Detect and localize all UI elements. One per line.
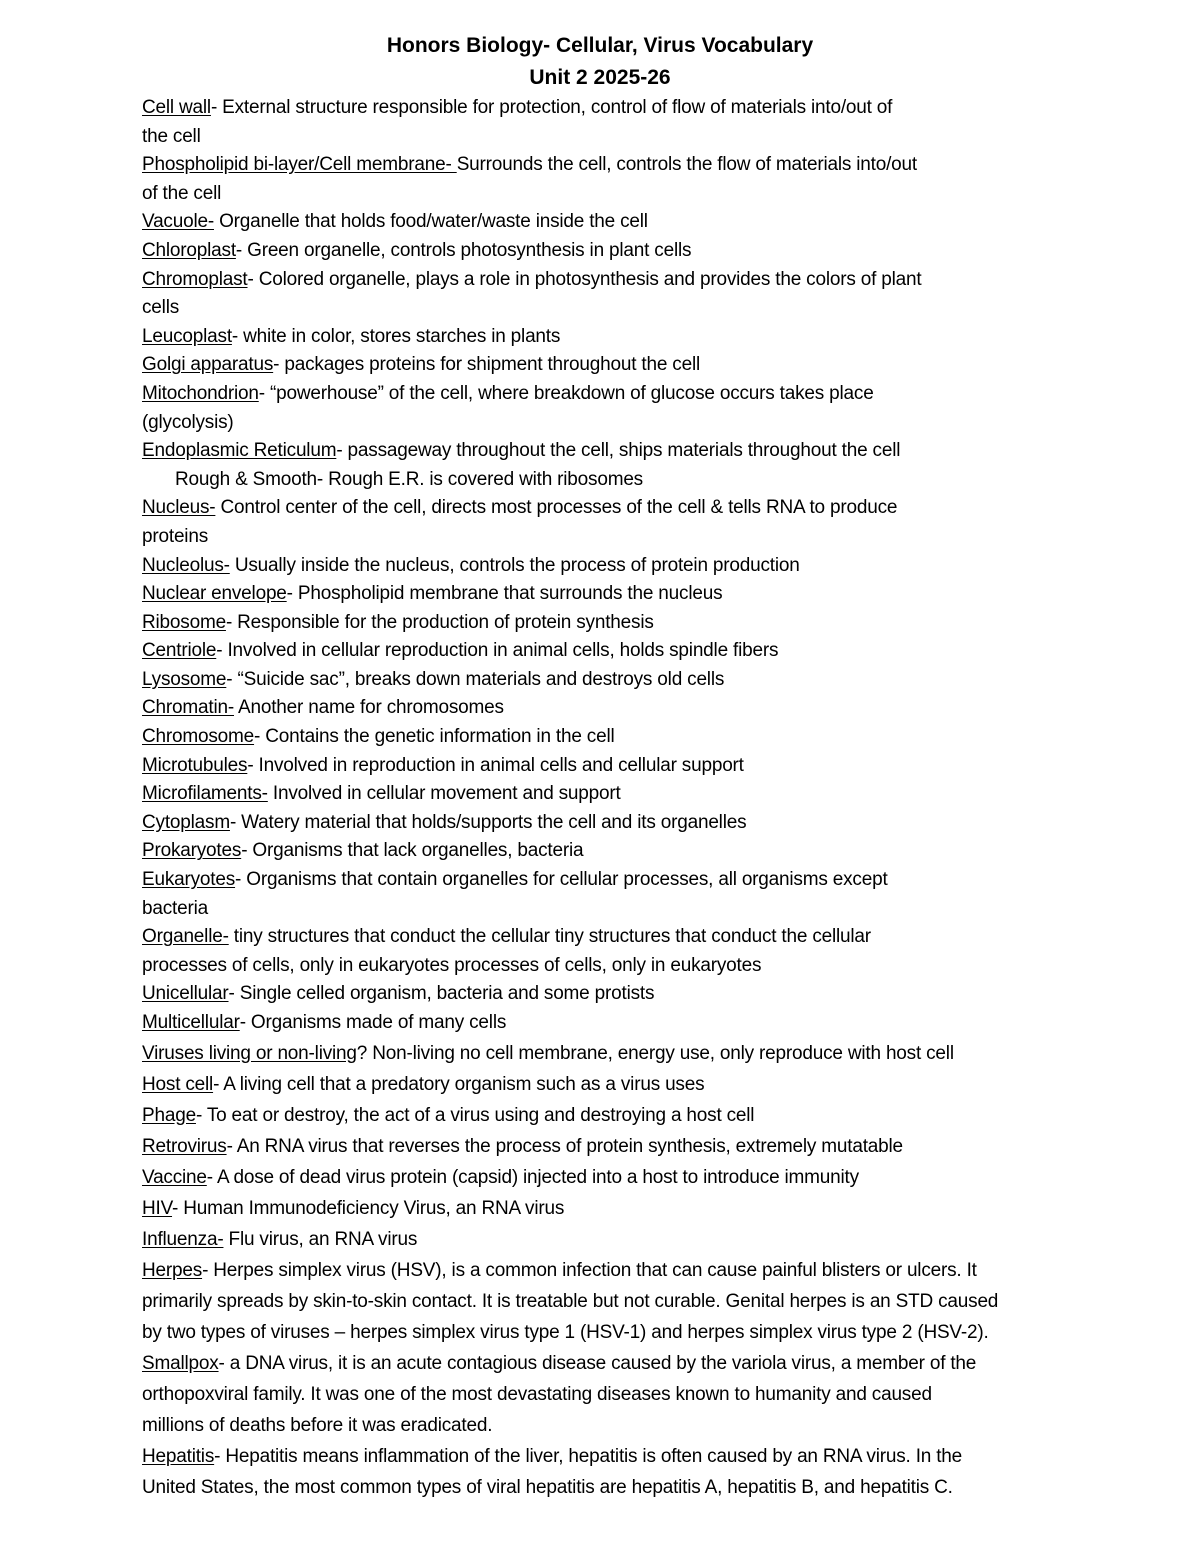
vocab-entry bbox=[142, 94, 1142, 151]
vocab-term: Nuclear envelope bbox=[142, 583, 287, 605]
vocab-entry bbox=[142, 237, 1142, 266]
vocab-entry bbox=[142, 580, 1142, 609]
vocab-entry bbox=[142, 1348, 1142, 1441]
vocab-definition-cont: cells bbox=[142, 297, 180, 319]
vocab-entry bbox=[142, 151, 1142, 208]
vocab-definition: - External structure responsible for protection, control of flow of materials into/out of bbox=[210, 97, 893, 118]
vocab-entry bbox=[142, 837, 1142, 866]
vocab-term: Unicellular bbox=[142, 983, 229, 1005]
vocab-definition: Involved in cellular movement and support bbox=[267, 783, 621, 805]
vocab-definition: tiny structures that conduct the cellular tiny structures that conduct the cellular bbox=[228, 926, 871, 948]
vocab-term: Hepatitis bbox=[142, 1445, 215, 1467]
vocab-entry bbox=[142, 866, 1142, 923]
vocab-definition-cont: (glycolysis) bbox=[142, 411, 234, 433]
vocab-entry bbox=[142, 980, 1142, 1009]
vocab-term: Mitochondrion bbox=[142, 382, 259, 404]
vocab-term: Influenza- bbox=[142, 1228, 224, 1250]
vocab-term: Smallpox bbox=[142, 1352, 219, 1374]
vocab-term: HIV bbox=[142, 1197, 173, 1219]
vocab-definition-cont: orthopoxviral family. It was one of the most devastating diseases known to humanity and caused bbox=[142, 1383, 932, 1405]
vocab-term: Microtubules bbox=[142, 754, 248, 776]
vocab-term: Golgi apparatus bbox=[142, 354, 274, 376]
vocab-entry bbox=[142, 1255, 1142, 1348]
vocab-entry bbox=[142, 1162, 1142, 1193]
vocab-entry bbox=[142, 1224, 1142, 1255]
vocab-entry bbox=[142, 1441, 1142, 1503]
vocab-definition: - A living cell that a predatory organism such as a virus uses bbox=[213, 1073, 705, 1095]
vocab-term: Host cell bbox=[142, 1073, 214, 1095]
vocab-definition: - Involved in cellular reproduction in animal cells, holds spindle fibers bbox=[216, 640, 779, 662]
vocab-subnote: Rough & Smooth- Rough E.R. is covered with ribosomes bbox=[175, 468, 643, 490]
vocab-entry bbox=[142, 752, 1142, 781]
vocab-entry bbox=[142, 351, 1142, 380]
vocab-definition: - “Suicide sac”, breaks down materials and destroys old cells bbox=[226, 668, 725, 690]
vocab-definition-cont: of the cell bbox=[142, 182, 222, 204]
vocab-term: Herpes bbox=[142, 1259, 203, 1281]
vocab-entry bbox=[142, 1131, 1142, 1162]
vocab-term: Chromosome bbox=[142, 726, 255, 748]
vocab-term: Chromoplast bbox=[142, 268, 248, 290]
vocab-definition: - To eat or destroy, the act of a virus using and destroying a host cell bbox=[195, 1104, 755, 1126]
vocab-definition: - white in color, stores starches in plants bbox=[231, 325, 561, 347]
vocab-term: Ribosome bbox=[142, 611, 226, 633]
vocab-definition: - Organisms that lack organelles, bacteria bbox=[241, 840, 584, 862]
vocab-term: Nucleus- bbox=[142, 497, 216, 519]
vocab-entry bbox=[142, 637, 1142, 666]
vocab-term: Prokaryotes bbox=[142, 840, 242, 862]
vocab-definition: - packages proteins for shipment throughout the cell bbox=[273, 354, 701, 376]
vocab-definition: ? Non-living no cell membrane, energy use, only reproduce with host cell bbox=[356, 1042, 954, 1064]
vocab-definition: - Involved in reproduction in animal cells and cellular support bbox=[247, 754, 744, 776]
vocab-definition-cont: United States, the most common types of viral hepatitis are hepatitis A, hepatitis B, and hepatitis C. bbox=[142, 1476, 953, 1498]
vocab-term: Microfilaments- bbox=[142, 783, 268, 805]
vocab-term: Vacuole- bbox=[142, 211, 214, 233]
vocab-definition-cont: millions of deaths before it was eradicated. bbox=[142, 1414, 493, 1436]
vocab-entry bbox=[142, 694, 1142, 723]
vocab-entry bbox=[142, 723, 1142, 752]
vocab-entry bbox=[142, 609, 1142, 638]
vocab-term: Eukaryotes bbox=[142, 869, 236, 891]
vocab-term: Organelle- bbox=[142, 926, 229, 948]
vocab-definition-cont: primarily spreads by skin-to-skin contact. It is treatable but not curable. Genital herpes is an STD caused bbox=[142, 1290, 999, 1312]
vocab-entry bbox=[142, 1009, 1142, 1038]
vocab-term: Multicellular bbox=[142, 1012, 240, 1033]
vocab-definition-cont: the cell bbox=[142, 125, 201, 147]
vocab-entry bbox=[142, 1038, 1142, 1069]
vocab-definition: - “powerhouse” of the cell, where breakdown of glucose occurs takes place bbox=[258, 382, 874, 404]
vocab-term: Lysosome bbox=[142, 668, 227, 690]
vocab-definition: Flu virus, an RNA virus bbox=[223, 1228, 418, 1250]
vocab-entry bbox=[142, 1193, 1142, 1224]
vocab-entry bbox=[142, 380, 1142, 437]
vocab-term: Vaccine bbox=[142, 1166, 207, 1188]
vocab-definition: - An RNA virus that reverses the process of protein synthesis, extremely mutatable bbox=[226, 1135, 903, 1157]
vocab-definition-cont: bacteria bbox=[142, 897, 208, 919]
vocab-entry bbox=[142, 666, 1142, 695]
vocab-definition-cont: proteins bbox=[142, 525, 208, 547]
vocab-entry bbox=[142, 323, 1142, 352]
vocab-entry bbox=[142, 494, 1142, 551]
vocab-entry bbox=[142, 809, 1142, 838]
vocab-entry bbox=[142, 208, 1142, 237]
vocab-term: Phage bbox=[142, 1104, 196, 1126]
vocab-definition: - a DNA virus, it is an acute contagious disease caused by the variola virus, a member of the bbox=[218, 1352, 977, 1374]
vocab-definition: - Phospholipid membrane that surrounds the nucleus bbox=[286, 583, 723, 605]
vocab-term: Viruses living or non-living bbox=[142, 1042, 357, 1064]
vocab-term: Endoplasmic Reticulum bbox=[142, 440, 337, 462]
vocab-definition: Organelle that holds food/water/waste inside the cell bbox=[213, 211, 648, 233]
vocab-entry bbox=[142, 1100, 1142, 1131]
vocab-definition-cont: by two types of viruses – herpes simplex virus type 1 (HSV-1) and herpes simplex virus type 2 (HSV-2). bbox=[142, 1321, 989, 1343]
vocab-term: Chloroplast bbox=[142, 239, 236, 261]
vocab-definition: Another name for chromosomes bbox=[233, 697, 504, 719]
vocab-definition: - Herpes simplex virus (HSV), is a common infection that can cause painful blisters or ulcers. It bbox=[202, 1259, 977, 1281]
vocab-definition: Usually inside the nucleus, controls the process of protein production bbox=[229, 554, 800, 576]
vocab-term: Centriole bbox=[142, 640, 217, 662]
vocab-definition: - Colored organelle, plays a role in photosynthesis and provides the colors of plant bbox=[247, 268, 922, 290]
vocab-entry bbox=[142, 266, 1142, 323]
vocab-term: Leucoplast bbox=[142, 325, 232, 347]
vocab-term: Cytoplasm bbox=[142, 811, 230, 833]
vocab-definition: - Watery material that holds/supports the cell and its organelles bbox=[229, 811, 747, 833]
page-subtitle: Unit 2 2025-26 bbox=[529, 66, 671, 89]
vocab-entry bbox=[142, 923, 1142, 980]
vocab-definition: - A dose of dead virus protein (capsid) injected into a host to introduce immunity bbox=[206, 1166, 859, 1188]
vocab-entry bbox=[142, 437, 1142, 494]
vocab-term: Nucleolus- bbox=[142, 554, 230, 576]
vocab-entry bbox=[142, 1069, 1142, 1100]
vocab-definition: - passageway throughout the cell, ships materials throughout the cell bbox=[336, 440, 901, 462]
page-title: Honors Biology- Cellular, Virus Vocabulary bbox=[386, 34, 814, 57]
vocab-definition: - Responsible for the production of protein synthesis bbox=[225, 611, 654, 633]
vocab-definition: - Organisms made of many cells bbox=[239, 1012, 507, 1033]
vocab-definition: - Human Immunodeficiency Virus, an RNA virus bbox=[172, 1197, 565, 1219]
vocab-term: Retrovirus bbox=[142, 1135, 227, 1157]
vocab-definition: - Green organelle, controls photosynthesis in plant cells bbox=[235, 239, 692, 261]
vocab-entry bbox=[142, 780, 1142, 809]
vocab-term: Phospholipid bi-layer/Cell membrane- bbox=[142, 154, 457, 176]
vocab-definition-cont: processes of cells, only in eukaryotes processes of cells, only in eukaryotes bbox=[142, 954, 762, 976]
vocab-term: Cell wall bbox=[142, 97, 211, 118]
vocab-definition: Surrounds the cell, controls the flow of materials into/out bbox=[456, 154, 917, 176]
vocab-definition: - Single celled organism, bacteria and some protists bbox=[228, 983, 655, 1005]
vocab-definition: - Organisms that contain organelles for cellular processes, all organisms except bbox=[235, 869, 888, 891]
vocab-entry bbox=[142, 552, 1142, 581]
vocabulary-list bbox=[142, 94, 1142, 1503]
vocab-term: Chromatin- bbox=[142, 697, 234, 719]
vocab-definition: - Contains the genetic information in the cell bbox=[254, 726, 615, 748]
vocab-definition: Control center of the cell, directs most processes of the cell & tells RNA to produce bbox=[215, 497, 898, 519]
vocab-definition: - Hepatitis means inflammation of the liver, hepatitis is often caused by an RNA virus. In the bbox=[214, 1445, 963, 1467]
